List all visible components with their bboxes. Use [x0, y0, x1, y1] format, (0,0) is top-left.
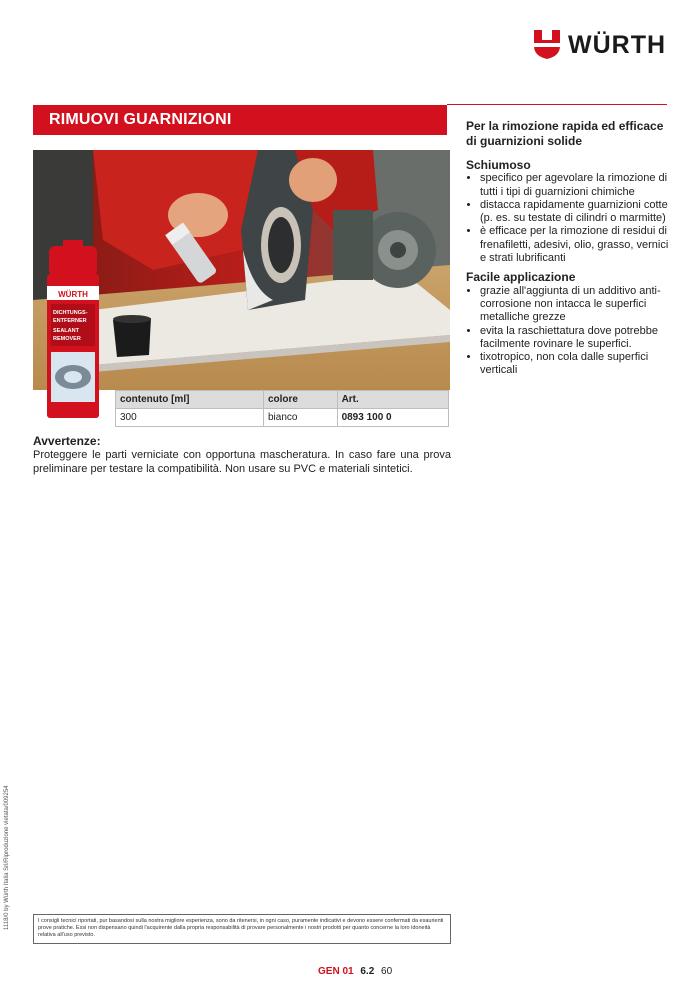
application-list — [466, 285, 671, 378]
header-color: colore — [263, 391, 337, 409]
page-footer — [318, 966, 392, 977]
warnings-block — [33, 434, 451, 476]
warnings-text: Proteggere le parti verniciate con opportuna mascheratura. In caso fare una prova preliminare per testare la compatibilità. Non usare su PVC e materiali sintetici. — [33, 449, 451, 475]
list-item: • grazie all'aggiunta di un additivo anti-corrosione non intacca le superfici metalliche grezze — [480, 285, 671, 325]
can-label-line-2: ENTFERNER — [53, 318, 87, 324]
list-item: • tixotropico, non cola dalle superfici verticali — [480, 351, 671, 378]
wurth-shield-icon — [532, 28, 562, 60]
footer-catalog: GEN 01 — [318, 966, 354, 977]
features-lead: Per la rimozione rapida ed efficace di guarnizioni solide — [466, 119, 664, 148]
page-title: RIMUOVI GUARNIZIONI — [33, 105, 447, 135]
wurth-logo — [532, 28, 672, 62]
cell-content: 300 — [116, 409, 264, 427]
cell-article: 0893 100 0 — [337, 409, 448, 427]
list-item: • distacca rapidamente guarnizioni cotte (p. es. su testate di cilindri o marmitte) — [480, 199, 671, 226]
can-brand: WÜRTH — [58, 290, 88, 299]
can-label-line-4: REMOVER — [53, 336, 81, 342]
table-row — [116, 409, 449, 427]
header-content: contenuto [ml] — [116, 391, 264, 409]
list-item: • è efficace per la rimozione di residui di frenafiletti, adesivi, olio, grasso, vernici e strati lubrificanti — [480, 225, 671, 265]
footer-section: 6.2 — [360, 966, 375, 977]
footer-page-number: 60 — [381, 966, 393, 977]
spec-table — [115, 390, 449, 427]
cell-color: bianco — [263, 409, 337, 427]
warnings-heading: Avvertenze: — [33, 434, 101, 448]
title-divider — [447, 104, 667, 105]
spray-can-image — [43, 240, 103, 418]
features-column — [466, 119, 671, 378]
disclaimer-box: I consigli tecnici riportati, pur basandosi sulla nostra migliore esperienza, sono da ritenersi, in ogni caso, puramente indicativi e devono essere confermati da esaurienti prove pratiche. Essi non dispensano quindi l'acquirente dalla propria responsabilità di provare personalmente i nostri prodotti per quanto concerne la loro idoneità relativa all'uso previsto. — [33, 914, 451, 944]
copyright-side-text: 1118/0 by Würth Italia Srl/Riproduzione vietata/009254 — [4, 785, 10, 930]
table-header-row — [116, 391, 449, 409]
section-heading-application: Facile applicazione — [466, 270, 576, 285]
foaming-list — [466, 172, 671, 265]
header-article: Art. — [337, 391, 448, 409]
section-heading-foaming: Schiumoso — [466, 158, 531, 172]
list-item: • specifico per agevolare la rimozione di tutti i tipi di guarnizioni chimiche — [480, 172, 671, 199]
list-item: • evita la raschiettatura dove potrebbe facilmente rovinare le superfici. — [480, 325, 671, 352]
can-label-line-1: DICHTUNGS- — [53, 310, 88, 316]
brand-name: WÜRTH — [568, 31, 667, 59]
can-label-line-3: SEALANT — [53, 328, 79, 334]
